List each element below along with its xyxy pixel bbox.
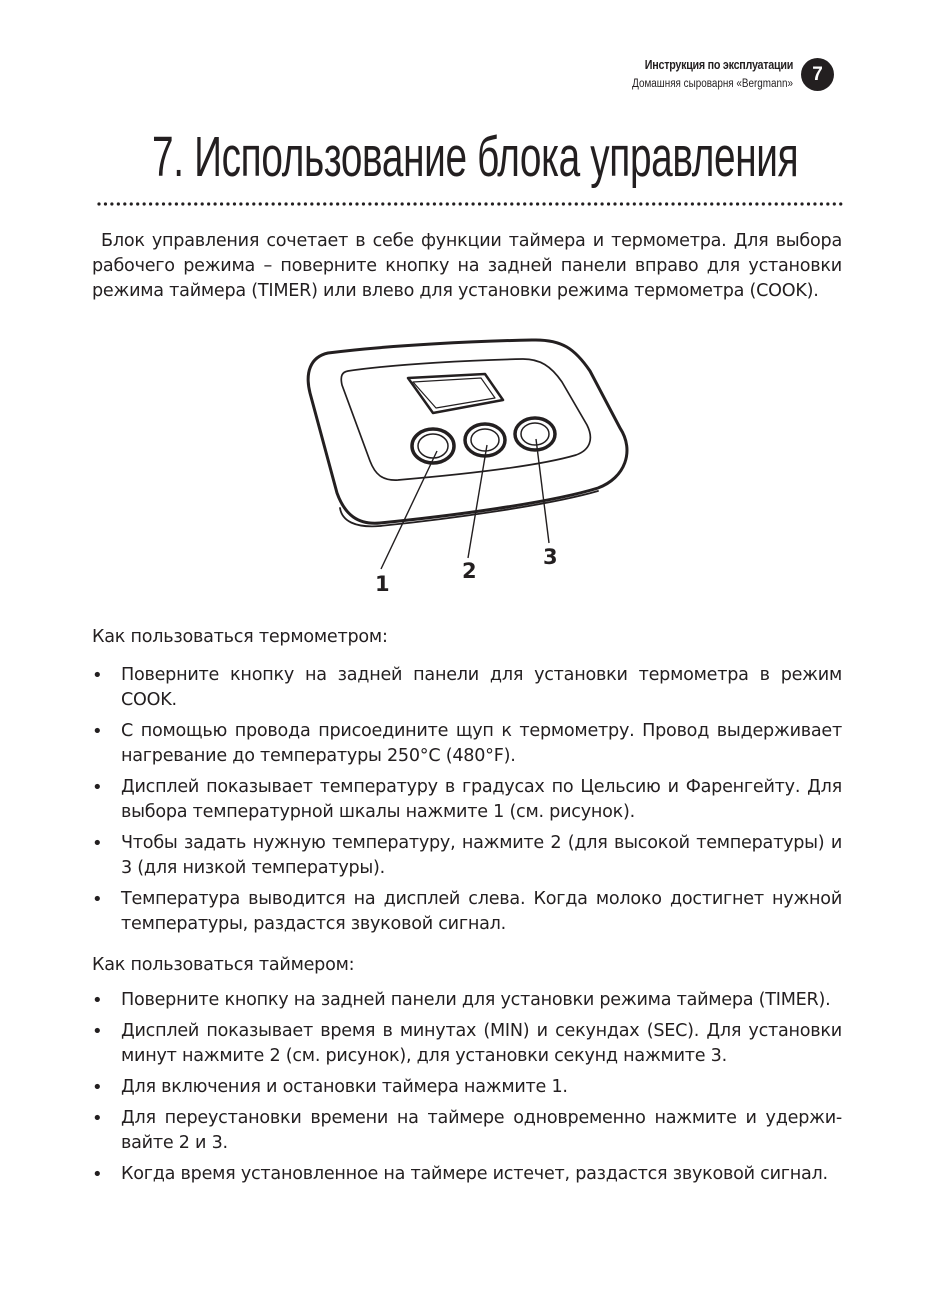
thermometer-section-heading: Как пользоваться термометром:: [92, 627, 388, 647]
list-item-text: Дисплей показывает температуру в градусах по Цельсию и Фаренгейту. Для выбора температурной шкалы нажмите 1 (см. рисунок).: [121, 777, 842, 822]
list-item-text: Когда время установленное на таймере истечет, раздастся звуковой сигнал.: [121, 1164, 828, 1184]
bullet-icon: •: [92, 777, 103, 798]
list-item: [92, 775, 842, 825]
callout-label-1: 1: [375, 572, 390, 596]
button-2-inner: [471, 429, 499, 451]
page-number-badge: 7: [801, 58, 834, 91]
button-1-inner: [418, 434, 448, 458]
list-item: [92, 1106, 842, 1156]
list-item-text: Чтобы задать нужную температуру, нажмите 2 (для высокой температуры) и 3 (для низкой температуры).: [121, 833, 842, 878]
leader-line-2: [468, 445, 487, 558]
bullet-icon: •: [92, 721, 103, 742]
bullet-icon: •: [92, 1021, 103, 1042]
chapter-title-text: 7. Использование блока управления: [152, 125, 799, 189]
device-face-panel: [341, 359, 590, 480]
running-header-subtitle: Домашняя сыроварня «Bergmann»: [632, 78, 793, 90]
list-item-text: Температура выводится на дисплей слева. Когда молоко достигнет нужной температуры, раздастся звуковой сигнал.: [121, 889, 842, 934]
list-item-text: Для включения и остановки таймера нажмите 1.: [121, 1077, 568, 1097]
list-item-text: Поверните кнопку на задней панели для установки термометра в режим COOK.: [121, 665, 842, 710]
callout-label-3: 3: [543, 545, 558, 569]
bullet-icon: •: [92, 1077, 103, 1098]
running-header: [606, 56, 793, 93]
bullet-icon: •: [92, 889, 103, 910]
list-item: [92, 1019, 842, 1069]
button-3-inner: [521, 423, 549, 445]
bullet-icon: •: [92, 1164, 103, 1185]
bullet-icon: •: [92, 1108, 103, 1129]
list-item: [92, 1162, 842, 1187]
list-item-text: Поверните кнопку на задней панели для установки режима таймера (TIMER).: [121, 990, 831, 1010]
bullet-icon: •: [92, 990, 103, 1011]
list-item: [92, 663, 842, 713]
timer-section-heading: Как пользоваться таймером:: [92, 955, 355, 975]
callout-label-2: 2: [462, 559, 477, 583]
thermometer-steps-list: [92, 663, 842, 943]
buttons-group: [412, 418, 555, 463]
control-unit-illustration: [300, 333, 640, 598]
leader-line-3: [536, 439, 549, 543]
bullet-icon: •: [92, 665, 103, 686]
intro-paragraph: Блок управления сочетает в себе функции таймера и термометра. Для выбора рабочего режима – поверните кнопку на задней панели вправо для установки режима таймера (TIMER) или влево для установки режима термометра (COOK).: [92, 231, 842, 301]
chapter-title: [0, 124, 934, 190]
leader-line-1: [381, 451, 437, 569]
list-item: [92, 988, 842, 1013]
list-item: [92, 887, 842, 937]
running-header-title: Инструкция по эксплуатации: [644, 58, 793, 72]
list-item-text: Дисплей показывает время в минутах (MIN) и секундах (SEC). Для установки минут нажмите 2 (см. рисунок), для установки секунд нажмите 3.: [121, 1021, 842, 1066]
timer-steps-list: [92, 988, 842, 1193]
list-item: [92, 831, 842, 881]
list-item-text: С помощью провода присоедините щуп к термометру. Провод выдерживает нагревание до температуры 250°C (480°F).: [121, 721, 842, 766]
dotted-divider: [97, 199, 843, 209]
list-item-text: Для переустановки времени на таймере одновременно нажмите и удержи-вайте 2 и 3.: [121, 1108, 842, 1153]
bullet-icon: •: [92, 833, 103, 854]
list-item: [92, 1075, 842, 1100]
list-item: [92, 719, 842, 769]
